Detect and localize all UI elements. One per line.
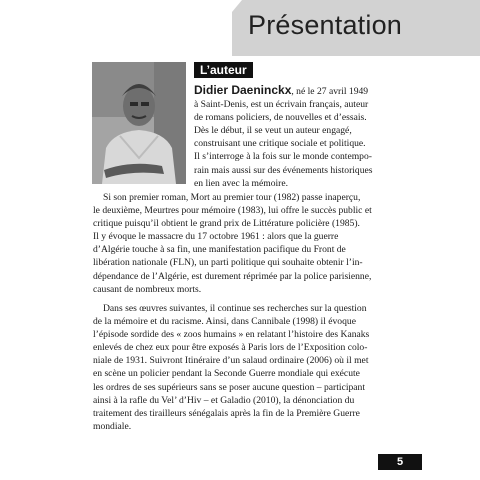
text-line: causant de nombreux morts. <box>93 283 202 295</box>
text-line: construisant une critique sociale et politique. <box>194 138 366 150</box>
text-line: critique puisqu’il obtient le grand prix de Littérature policière (1985). <box>93 218 360 230</box>
text-line: Il s’interroge à la fois sur le monde contempo- <box>194 151 372 163</box>
text-line: le deuxième, Meurtres pour mémoire (1983), lui offre le succès public et <box>93 205 372 217</box>
text-line: niale de 1931. Suivront Itinéraire d’un salaud ordinaire (2006) où il met <box>93 355 369 367</box>
page-title: Présentation <box>248 10 402 40</box>
text-line: de la mémoire et du racisme. Ainsi, dans Cannibale (1998) il évoque <box>93 316 356 328</box>
author-photo <box>92 62 186 184</box>
text-line: mondiale. <box>93 420 132 432</box>
page-number: 5 <box>378 454 422 470</box>
text-line: les ordres de ses supérieurs sans se poser aucune question – participant <box>93 381 366 393</box>
text-line: Il y évoque le massacre du 17 octobre 1961 : alors que la guerre <box>93 231 339 243</box>
section-badge: L’auteur <box>194 62 253 78</box>
paragraph-later-works <box>93 302 386 433</box>
text-line: libération nationale (FLN), un parti politique qui souhaite obtenir l’in- <box>93 257 363 269</box>
text-line: l’épisode sordide des « zoos humains » en relatant l’histoire des Kanaks <box>93 329 370 341</box>
text-line: en scène un policier pendant la Seconde Guerre mondiale qui exécute <box>93 368 360 380</box>
text-line: ainsi à la rafle du Vel’ d’Hiv – et Galadio (2010), la dénonciation du <box>93 394 355 406</box>
text-line: dépendance de l’Algérie, est durement réprimée par la police parisienne, <box>93 270 372 282</box>
text-line: à Saint-Denis, est un écrivain français, auteur <box>194 99 369 111</box>
text-line: de romans policiers, de nouvelles et d’essais. <box>194 112 367 124</box>
text-line: Si son premier roman, Mort au premier tour (1982) passe inaperçu, <box>103 192 361 203</box>
text-line: Dans ses œuvres suivantes, il continue ses recherches sur la question <box>103 303 367 314</box>
text-line-part: , né le 27 avril 1949 <box>291 86 369 97</box>
author-intro <box>194 84 386 190</box>
author-name: Didier Daeninckx <box>194 83 292 97</box>
text-line <box>194 84 386 98</box>
text-line: d’Algérie touche à sa fin, une manifestation pacifique du Front de <box>93 244 346 256</box>
text-line: traitement des tirailleurs sénégalais après la fin de la Première Guerre <box>93 407 360 419</box>
text-line: rain mais aussi sur des événements historiques <box>194 164 373 176</box>
text-line: Dès le début, il se veut un auteur engagé, <box>194 125 352 137</box>
text-line: en lien avec la mémoire. <box>194 177 289 189</box>
paragraph-first-novel <box>93 191 386 296</box>
text-line: enlevés de chez eux pour être exposés à Paris lors de l’Exposition colo- <box>93 342 368 354</box>
author-photo-icon <box>92 62 186 184</box>
